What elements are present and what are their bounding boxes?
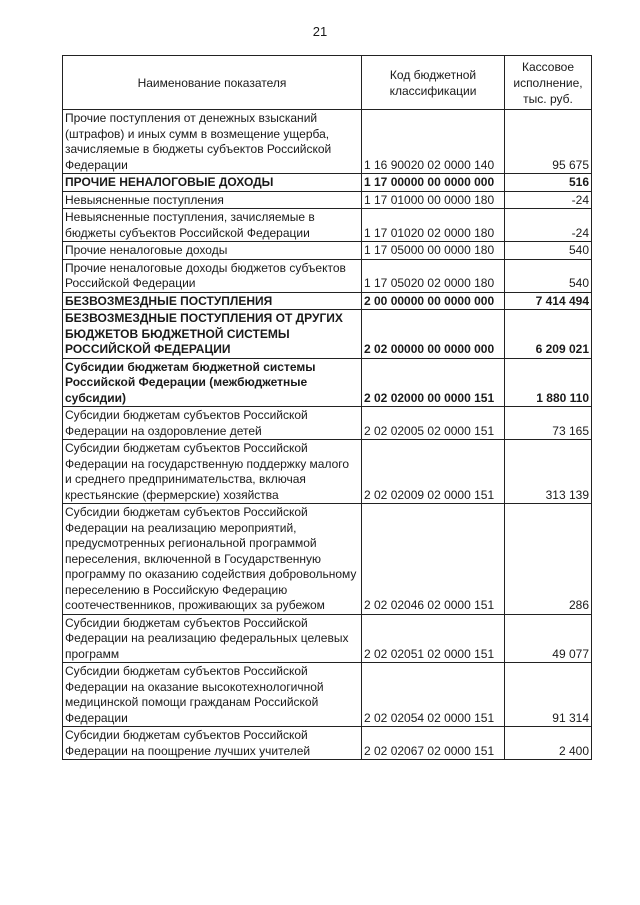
row-code-cell: 1 17 05020 02 0000 180 xyxy=(362,259,505,292)
row-amount-cell: 73 165 xyxy=(505,407,592,440)
row-code-cell: 2 02 02054 02 0000 151 xyxy=(362,663,505,727)
row-amount-cell: 91 314 xyxy=(505,663,592,727)
row-code-cell: 2 02 02005 02 0000 151 xyxy=(362,407,505,440)
row-amount-cell: 516 xyxy=(505,174,592,192)
row-name-cell: Субсидии бюджетам субъектов Российской Федерации на государственную поддержку малого и среднего предпринимательства, включая крестьянские (фермерские) хозяйства xyxy=(63,440,362,504)
table-body xyxy=(63,110,592,760)
row-code-cell: 2 00 00000 00 0000 000 xyxy=(362,292,505,310)
header-row xyxy=(63,56,592,110)
row-amount-cell: 6 209 021 xyxy=(505,310,592,359)
table-row xyxy=(63,358,592,407)
page-number: 21 xyxy=(312,24,328,39)
row-amount-cell: 49 077 xyxy=(505,614,592,663)
row-name-cell: Субсидии бюджетам субъектов Российской Федерации на реализацию федеральных целевых программ xyxy=(63,614,362,663)
row-name-cell: Субсидии бюджетам субъектов Российской Федерации на оздоровление детей xyxy=(63,407,362,440)
header-budget-code: Код бюджетной классификации xyxy=(362,56,505,110)
table-row xyxy=(63,440,592,504)
row-amount-cell: 2 400 xyxy=(505,727,592,760)
row-code-cell: 1 17 05000 00 0000 180 xyxy=(362,242,505,260)
row-amount-cell: 1 880 110 xyxy=(505,358,592,407)
row-name-cell: БЕЗВОЗМЕЗДНЫЕ ПОСТУПЛЕНИЯ xyxy=(63,292,362,310)
row-amount-cell: 286 xyxy=(505,504,592,615)
row-amount-cell: 313 139 xyxy=(505,440,592,504)
row-code-cell: 2 02 00000 00 0000 000 xyxy=(362,310,505,359)
row-code-cell: 2 02 02000 00 0000 151 xyxy=(362,358,505,407)
row-amount-cell: -24 xyxy=(505,209,592,242)
table-row xyxy=(63,259,592,292)
row-code-cell: 2 02 02051 02 0000 151 xyxy=(362,614,505,663)
row-name-cell: Невыясненные поступления xyxy=(63,191,362,209)
row-code-cell: 2 02 02067 02 0000 151 xyxy=(362,727,505,760)
row-name-cell: Субсидии бюджетам субъектов Российской Федерации на оказание высокотехнологичной медицинской помощи гражданам Российской Федерации xyxy=(63,663,362,727)
row-name-cell: ПРОЧИЕ НЕНАЛОГОВЫЕ ДОХОДЫ xyxy=(63,174,362,192)
row-amount-cell: 540 xyxy=(505,259,592,292)
row-code-cell: 2 02 02009 02 0000 151 xyxy=(362,440,505,504)
row-code-cell: 1 17 00000 00 0000 000 xyxy=(362,174,505,192)
table-header xyxy=(63,56,592,110)
table-row xyxy=(63,504,592,615)
budget-table xyxy=(62,55,592,760)
table-row xyxy=(63,663,592,727)
table-row xyxy=(63,242,592,260)
row-code-cell: 1 17 01000 00 0000 180 xyxy=(362,191,505,209)
table-row xyxy=(63,110,592,174)
row-code-cell: 2 02 02046 02 0000 151 xyxy=(362,504,505,615)
table-row xyxy=(63,174,592,192)
row-name-cell: БЕЗВОЗМЕЗДНЫЕ ПОСТУПЛЕНИЯ ОТ ДРУГИХ БЮДЖЕТОВ БЮДЖЕТНОЙ СИСТЕМЫ РОССИЙСКОЙ ФЕДЕРАЦИИ xyxy=(63,310,362,359)
row-name-cell: Субсидии бюджетам субъектов Российской Федерации на поощрение лучших учителей xyxy=(63,727,362,760)
row-code-cell: 1 17 01020 02 0000 180 xyxy=(362,209,505,242)
row-amount-cell: 7 414 494 xyxy=(505,292,592,310)
row-amount-cell: 540 xyxy=(505,242,592,260)
row-name-cell: Невыясненные поступления, зачисляемые в бюджеты субъектов Российской Федерации xyxy=(63,209,362,242)
row-name-cell: Прочие поступления от денежных взысканий (штрафов) и иных сумм в возмещение ущерба, зачисляемые в бюджеты субъектов Российской Федерации xyxy=(63,110,362,174)
header-indicator-name: Наименование показателя xyxy=(63,56,362,110)
table-row xyxy=(63,407,592,440)
table-row xyxy=(63,727,592,760)
row-name-cell: Прочие неналоговые доходы xyxy=(63,242,362,260)
table-row xyxy=(63,614,592,663)
table-row xyxy=(63,310,592,359)
table-row xyxy=(63,292,592,310)
row-name-cell: Прочие неналоговые доходы бюджетов субъектов Российской Федерации xyxy=(63,259,362,292)
row-amount-cell: -24 xyxy=(505,191,592,209)
header-cash-execution: Кассовое исполнение, тыс. руб. xyxy=(505,56,592,110)
table-row xyxy=(63,191,592,209)
row-name-cell: Субсидии бюджетам субъектов Российской Федерации на реализацию мероприятий, предусмотренных региональной программой переселения, включенной в Государственную программу по оказанию содействия добровольному переселению в Российскую Федерацию соотечественников, проживающих за рубежом xyxy=(63,504,362,615)
row-amount-cell: 95 675 xyxy=(505,110,592,174)
row-code-cell: 1 16 90020 02 0000 140 xyxy=(362,110,505,174)
row-name-cell: Субсидии бюджетам бюджетной системы Российской Федерации (межбюджетные субсидии) xyxy=(63,358,362,407)
table-row xyxy=(63,209,592,242)
